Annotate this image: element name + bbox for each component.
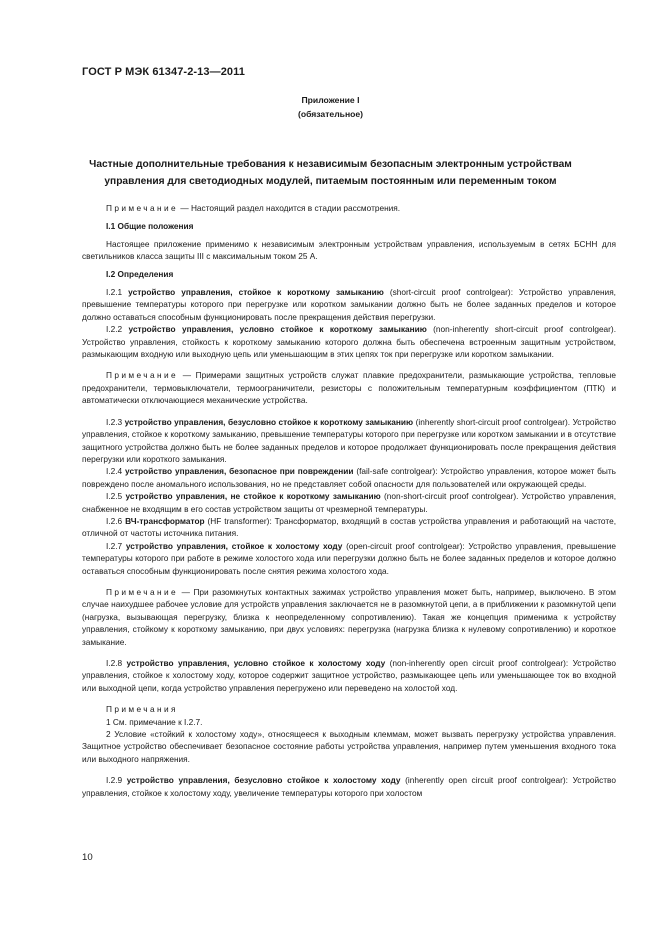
document-title bbox=[70, 156, 591, 190]
title-line-2: управления для светодиодных модулей, питаемым постоянным или переменным током bbox=[104, 176, 557, 187]
definition-1-2-4: I.2.4 устройство управления, безопасное при повреждении (fail-safe controlgear): Устройство управления, которое может быть повреждено после аномального использования, но не представляет собой опасности для пользователей или окружающей среды. bbox=[82, 466, 617, 489]
annex-status: (обязательное) bbox=[297, 109, 364, 119]
notes-heading: Примечания bbox=[106, 704, 178, 715]
page-number: 10 bbox=[82, 852, 93, 863]
definition-1-2-8: I.2.8 устройство управления, условно стойкое к холостому ходу (non-inherently open circuit proof controlgear): Устройство управления, стойкое к холостому ходу, которое содержит защитное устройство, размыкающее цепь или уменьшающее ток во входной или выходной цепи, когда устройство управления перегружено или переведено на холостой ход. bbox=[82, 658, 616, 693]
general-paragraph: Настоящее приложение применимо к независимым электронным устройствам управления, используемым в сетях БСНН для светильников класса защиты III с максимальным током 25 А. bbox=[82, 238, 616, 262]
definition-1-2-5: I.2.5 устройство управления, не стойкое к короткому замыканию (non-short-circuit proof controlgear). Устройство управления, снабженное не входящим в его состав устройством защиты от чрезмерной температуры. bbox=[82, 491, 617, 514]
annex-title: Приложение I bbox=[301, 95, 360, 105]
definition-1-2-3: I.2.3 устройство управления, безусловно стойкое к короткому замыканию (inherently short-circuit proof controlgear). Устройство управления, стойкое к короткому замыканию, превышение температуры которого при перегрузке или коротком замыкании и в отсутствие защитного устройства должно быть не более заданных пределов и которое продолжает функционировать после прекращения действия перегрузки или короткого замыкания. bbox=[82, 416, 616, 464]
section-heading-definitions: I.2 Определения bbox=[106, 269, 174, 280]
definition-1-2-7: I.2.7 устройство управления, стойкое к холостому ходу (open-circuit proof controlgear): Устройство управления, превышение температуры которого при работе в режиме холостого хода или перегрузки должно быть не более заданных пределов и которое должно оставаться способным функционировать после снятия режима холостого хода. bbox=[82, 540, 616, 576]
note-section-status: Примечание — Настоящий раздел находится в стадии рассмотрения. bbox=[106, 203, 401, 213]
note-item-1: 1 См. примечание к I.2.7. bbox=[106, 716, 203, 727]
definition-1-2-1: I.2.1 устройство управления, стойкое к короткому замыканию (short-circuit proof controlgear): Устройство управления, превышение температуры которого при перегрузке или коротком замыкании должно быть не более заданных пределов и которое должно оставаться способным функционировать после прекращения действия перегрузки. bbox=[82, 287, 616, 322]
note-protective-devices: Примечание — Примерами защитных устройств служат плавкие предохранители, размыкающие устройства, тепловые предохранители, термовыключатели, термоограничители, резисторы с положительным температурным коэффициентом (ПТК) и автоматически отключающиеся механические устройства. bbox=[82, 370, 616, 406]
note-open-circuit: Примечание — При разомкнутых контактных зажимах устройство управления может быть, например, выключено. В этом случае наихудшее рабочее условие для устройств управления заключается не в разомкнутой цепи, а в приближении к разомкнутой цепи (нагрузка, вызывающая перегрузку, близка к неопределенному сопротивлению). Такая же концепция применима к устройству управления, стойкому к короткому замыканию, при двух условиях: перегрузка (нагрузка близка к нулевому сопротивлению) и короткое замыкание. bbox=[82, 586, 616, 647]
title-line-1: Частные дополнительные требования к независимым безопасным электронным устройствам bbox=[89, 159, 572, 170]
definition-1-2-2: I.2.2 устройство управления, условно стойкое к короткому замыканию (non-inherently short-circuit proof controlgear). Устройство управления, стойкость к короткому замыканию которого должна быть обеспечена встроенным защитным устройством, размыкающим входную или выходную цепь или уменьшающим в этих цепях ток при перегрузке или коротком замыкании. bbox=[82, 324, 617, 360]
definition-1-2-9: I.2.9 устройство управления, безусловно стойкое к холостому ходу (inherently open circuit proof controlgear): Устройство управления, стойкое к холостому ходу, увеличение температуры которого при холостом bbox=[82, 775, 616, 798]
section-heading-general: I.1 Общие положения bbox=[106, 220, 194, 231]
definition-1-2-6: I.2.6 ВЧ-трансформатор (HF transformer): Трансформатор, входящий в состав устройства управления и работающий на частоте, отличной от частоты источника питания. bbox=[82, 515, 616, 539]
document-body bbox=[82, 202, 616, 799]
document-header: ГОСТ Р МЭК 61347-2-13—2011 bbox=[82, 66, 245, 78]
note-item-2: 2 Условие «стойкий к холостому ходу», относящееся к выходным клеммам, может вызвать перегрузку устройства управления. Защитное устройство обеспечивает безопасное состояние работы устройства управления, например путем уменьшения входного тока или выходного напряжения. bbox=[82, 729, 616, 764]
